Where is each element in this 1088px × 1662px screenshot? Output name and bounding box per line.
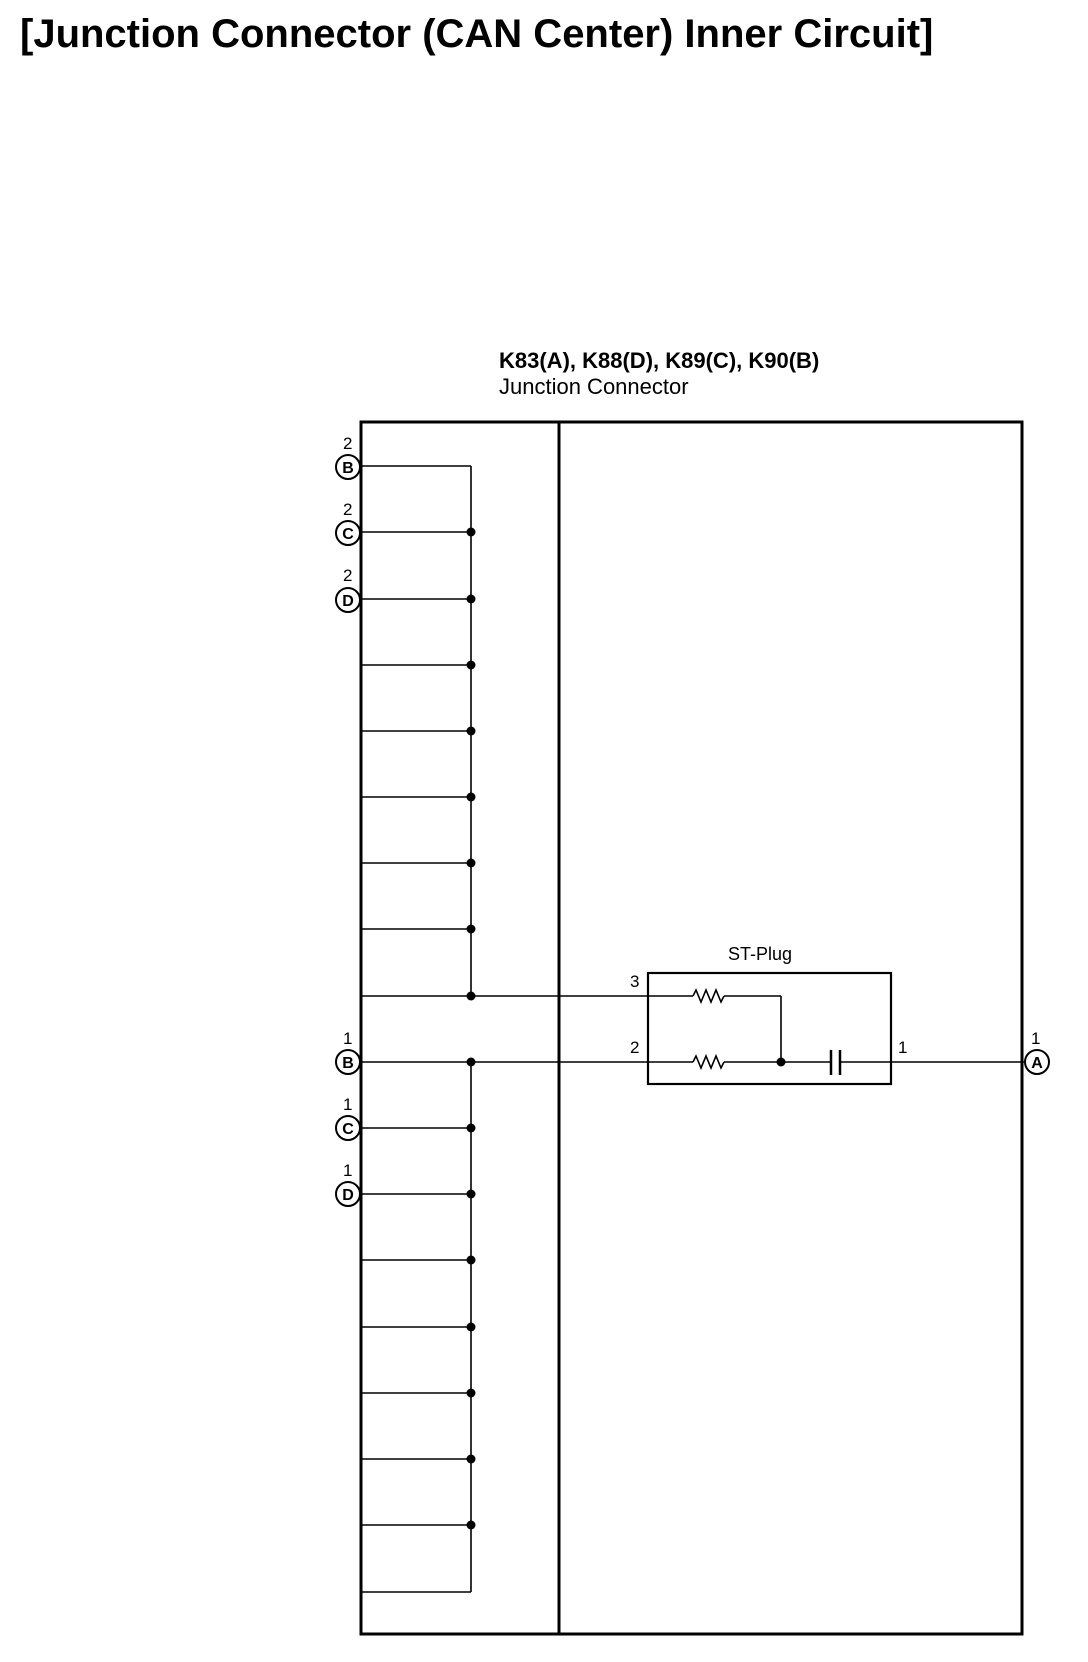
svg-text:2: 2 [343,434,353,453]
connector-name: Junction Connector [499,374,689,399]
svg-text:D: D [342,593,354,610]
page-title: [Junction Connector (CAN Center) Inner Circuit] [20,12,934,56]
terminal-2c [336,500,360,545]
terminal-2d [336,566,360,612]
svg-text:1: 1 [343,1029,353,1048]
resistor-bottom [648,1056,781,1068]
upper-wires [361,466,471,996]
svg-text:2: 2 [343,566,353,585]
svg-text:A: A [1031,1055,1043,1072]
terminal-1a [1025,1029,1049,1074]
st-plug-pin-2: 2 [630,1038,640,1057]
st-plug-box [648,973,891,1084]
terminal-1d [336,1161,360,1206]
svg-text:B: B [342,1055,354,1072]
lower-wires [361,1062,471,1592]
terminal-2b [336,434,360,479]
svg-text:D: D [342,1187,354,1204]
svg-text:B: B [342,460,354,477]
resistor-top [648,990,781,1062]
svg-text:C: C [342,1121,354,1138]
svg-text:2: 2 [343,500,353,519]
terminal-1c [336,1095,360,1140]
capacitor [781,1050,891,1075]
svg-text:C: C [342,526,354,543]
svg-text:1: 1 [343,1095,353,1114]
st-plug-pin-1: 1 [898,1038,908,1057]
svg-text:1: 1 [1031,1029,1041,1048]
st-plug-label: ST-Plug [728,944,793,964]
svg-text:1: 1 [343,1161,353,1180]
st-plug-pin-3: 3 [630,972,640,991]
terminal-1b [336,1029,360,1074]
connector-ids: K83(A), K88(D), K89(C), K90(B) [499,348,820,373]
connector-outline [361,422,1022,1634]
